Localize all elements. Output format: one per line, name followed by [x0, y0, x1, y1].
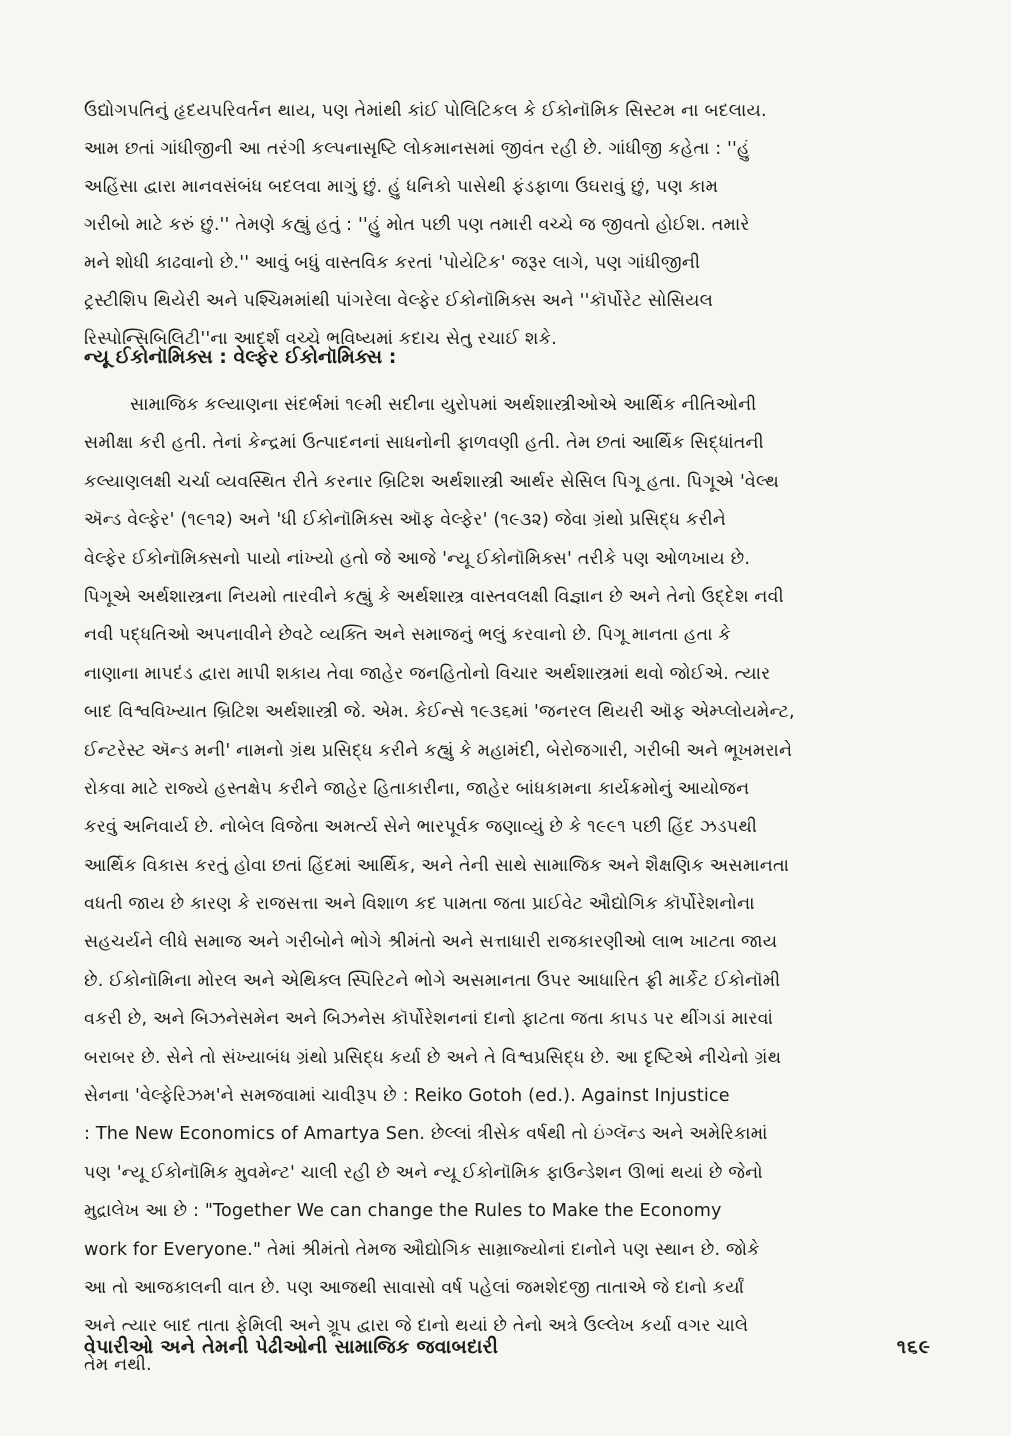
page-number: ૧૬૯: [896, 1336, 931, 1358]
paragraph-line: બરાબર છે. સેને તો સંખ્યાબંધ ગ્રંથો પ્રસિદ્ધ કર્યા છે અને તે વિશ્વપ્રસિદ્ધ છે. આ દૃષ્ટિએ નીચેનો ગ્રંથ: [84, 1047, 782, 1068]
paragraph-line: work for Everyone." તેમાં શ્રીમંતો તેમજ ઔદ્યોગિક સામ્રાજ્યોનાં દાનોને પણ સ્થાન છે. જોકે: [84, 1239, 760, 1260]
paragraph-line: પણ 'ન્યૂ ઈકોનૉમિક મુવમેન્ટ' ચાલી રહી છે અને ન્યૂ ઈકોનૉમિક ફાઉન્ડેશન ઊભાં થયાં છે જેનો: [84, 1162, 763, 1183]
paragraph-line: રિસ્પોન્સિબિલિટી''ના આદર્શ વચ્ચે ભવિષ્યમાં કદાચ સેતુ રચાઈ શકે.: [84, 329, 557, 349]
paragraph-line: મને શોધી કાઢવાનો છે.'' આવું બધું વાસ્તવિક કરતાં 'પોયેટિક' જરૂર લાગે, પણ ગાંધીજીની: [84, 253, 701, 273]
paragraph-line: રોકવા માટે રાજ્યે હસ્તક્ષેપ કરીને જાહેર હિતાકારીના, જાહેર બાંધકામના કાર્યક્રમોનું આયોજન: [84, 778, 750, 799]
section-heading: ન્યૂ ઈકોનૉમિક્સ : વેલ્ફેર ઈકોનૉમિક્સ :: [84, 346, 397, 368]
paragraph-line: વધતી જાય છે કારણ કે રાજસત્તા અને વિશાળ કદ પામતા જતા પ્રાઈવેટ ઔદ્યોગિક કૉર્પોરેશનોના: [84, 894, 755, 915]
paragraph-line: અહિંસા દ્વારા માનવસંબંધ બદલવા માગું છું. હું ધનિકો પાસેથી ફંડફાળા ઉઘરાવું છું, પણ કામ: [84, 177, 719, 197]
paragraph-2: [84, 386, 932, 1384]
paragraph-line: ઈન્ટરેસ્ટ ઍન્ડ મની' નામનો ગ્રંથ પ્રસિદ્ધ કરીને કહ્યું કે મહામંદી, બેરોજગારી, ગરીબી અને ભૂખમરાને: [84, 740, 793, 761]
paragraph-line: તેમ નથી.: [84, 1354, 152, 1375]
paragraph-line: : The New Economics of Amartya Sen. છેલ્લાં ત્રીસેક વર્ષથી તો ઇંગ્લૅન્ડ અને અમેરિકામાં: [84, 1124, 768, 1145]
paragraph-1: [84, 92, 932, 358]
paragraph-line: ઉદ્યોગપતિનું હૃદયપરિવર્તન થાય, પણ તેમાંથી કાંઈ પોલિટિકલ કે ઈકોનૉમિક સિસ્ટમ ના બદલાય.: [84, 101, 767, 121]
paragraph-line: અને ત્યાર બાદ તાતા ફેમિલી અને ગ્રૂપ દ્વારા જે દાનો થયાં છે તેનો અત્રે ઉલ્લેખ કર્યા વગર ચાલે: [84, 1316, 749, 1337]
paragraph-line: મુદ્રાલેખ આ છે : "Together We can change the Rules to Make the Economy: [84, 1201, 722, 1222]
paragraph-line: કરવું અનિવાર્ય છે. નોબેલ વિજેતા અમર્ત્ય સેને ભારપૂર્વક જણાવ્યું છે કે ૧૯૯૧ પછી હિંદ ઝડપથી: [84, 817, 758, 838]
paragraph-line: કલ્યાણલક્ષી ચર્ચા વ્યવસ્થિત રીતે કરનાર બ્રિટિશ અર્થશાસ્ત્રી આર્થર સેસિલ પિગૂ હતા. પિગૂએ 'વેલ્થ: [84, 471, 779, 492]
paragraph-line: વેલ્ફેર ઈકોનૉમિક્સનો પાયો નાંખ્યો હતો જે આજે 'ન્યૂ ઈકોનૉમિક્સ' તરીકે પણ ઓળખાય છે.: [84, 548, 751, 569]
paragraph-line: સેનના 'વેલ્ફેરિઝમ'ને સમજવામાં ચાવીરૂપ છે : Reiko Gotoh (ed.). Against Injustice: [84, 1086, 730, 1107]
paragraph-line: છે. ઈકોનૉમિના મોરલ અને એથિક્લ સ્પિરિટને ભોગે અસમાનતા ઉપર આધારિત ફ્રી માર્કેટ ઈકોનૉમી: [84, 970, 781, 991]
paragraph-line: આમ છતાં ગાંધીજીની આ તરંગી કલ્પનાસૃષ્ટિ લોકમાનસમાં જીવંત રહી છે. ગાંધીજી કહેતા : ''હું: [84, 139, 750, 159]
paragraph-line: ઍન્ડ વેલ્ફેર' (૧૯૧૨) અને 'ધી ઈકોનૉમિક્સ ઑફ વેલ્ફેર' (૧૯૩૨) જેવા ગ્રંથો પ્રસિદ્ધ કરીને: [84, 510, 727, 531]
paragraph-line: આર્થિક વિકાસ કરતું હોવા છતાં હિંદમાં આર્થિક, અને તેની સાથે સામાજિક અને શૈક્ષણિક અસમાનતા: [84, 855, 790, 876]
paragraph-line: નાણાના માપદંડ દ્વારા માપી શકાય તેવા જાહેર જનહિતોનો વિચાર અર્થશાસ્ત્રમાં થવો જોઈએ. ત્યાર: [84, 663, 771, 684]
paragraph-line: પિગૂએ અર્થશાસ્ત્રના નિયમો તારવીને કહ્યું કે અર્થશાસ્ત્ર વાસ્તવલક્ષી વિજ્ઞાન છે અને તેનો ઉદ્દેશ નવી: [84, 586, 784, 607]
paragraph-line: ગરીબો માટે કરું છું.'' તેમણે કહ્યું હતું : ''હું મોત પછી પણ તમારી વચ્ચે જ જીવતો હોઈશ. તમારે: [84, 215, 750, 235]
paragraph-line: બાદ વિશ્વવિખ્યાત બ્રિટિશ અર્થશાસ્ત્રી જે. એમ. કેઈન્સે ૧૯૩૬માં 'જનરલ થિયરી ઑફ એમ્પ્લોયમેન્ટ,: [84, 702, 795, 723]
paragraph-line: સહચર્યને લીધે સમાજ અને ગરીબોને ભોગે શ્રીમંતો અને સત્તાધારી રાજકારણીઓ લાભ ખાટતા જાય: [84, 932, 778, 953]
paragraph-line: સામાજિક કલ્યાણના સંદર્ભમાં ૧૯મી સદીના યુરોપમાં અર્થશાસ્ત્રીઓએ આર્થિક નીતિઓની: [84, 395, 757, 415]
paragraph-line: નવી પદ્ધતિઓ અપનાવીને છેવટે વ્યક્તિ અને સમાજનું ભલું કરવાનો છે. પિગૂ માનતા હતા કે: [84, 625, 731, 646]
paragraph-line: આ તો આજકાલની વાત છે. પણ આજથી સાવાસો વર્ષ પહેલાં જમશેદજી તાતાએ જે દાનો કર્યાં: [84, 1277, 745, 1298]
paragraph-line: સમીક્ષા કરી હતી. તેનાં કેન્દ્રમાં ઉત્પાદનનાં સાધનોની ફાળવણી હતી. તેમ છતાં આર્થિક સિદ્ધાંતની: [84, 433, 764, 454]
paragraph-line: વકરી છે, અને બિઝનેસમેન અને બિઝનેસ કૉર્પોરેશનનાં દાનો ફાટતા જતા કાપડ પર થીંગડાં મારવાં: [84, 1009, 774, 1030]
paragraph-line: ટ્રસ્ટીશિપ થિયેરી અને પશ્ચિમમાંથી પાંગરેલા વેલ્ફેર ઈકોનૉમિક્સ અને ''કૉર્પોરેટ સોસિયલ: [84, 291, 714, 311]
running-footer-title: વેપારીઓ અને તેમની પેઢીઓની સામાજિક જવાબદારી: [84, 1336, 499, 1358]
